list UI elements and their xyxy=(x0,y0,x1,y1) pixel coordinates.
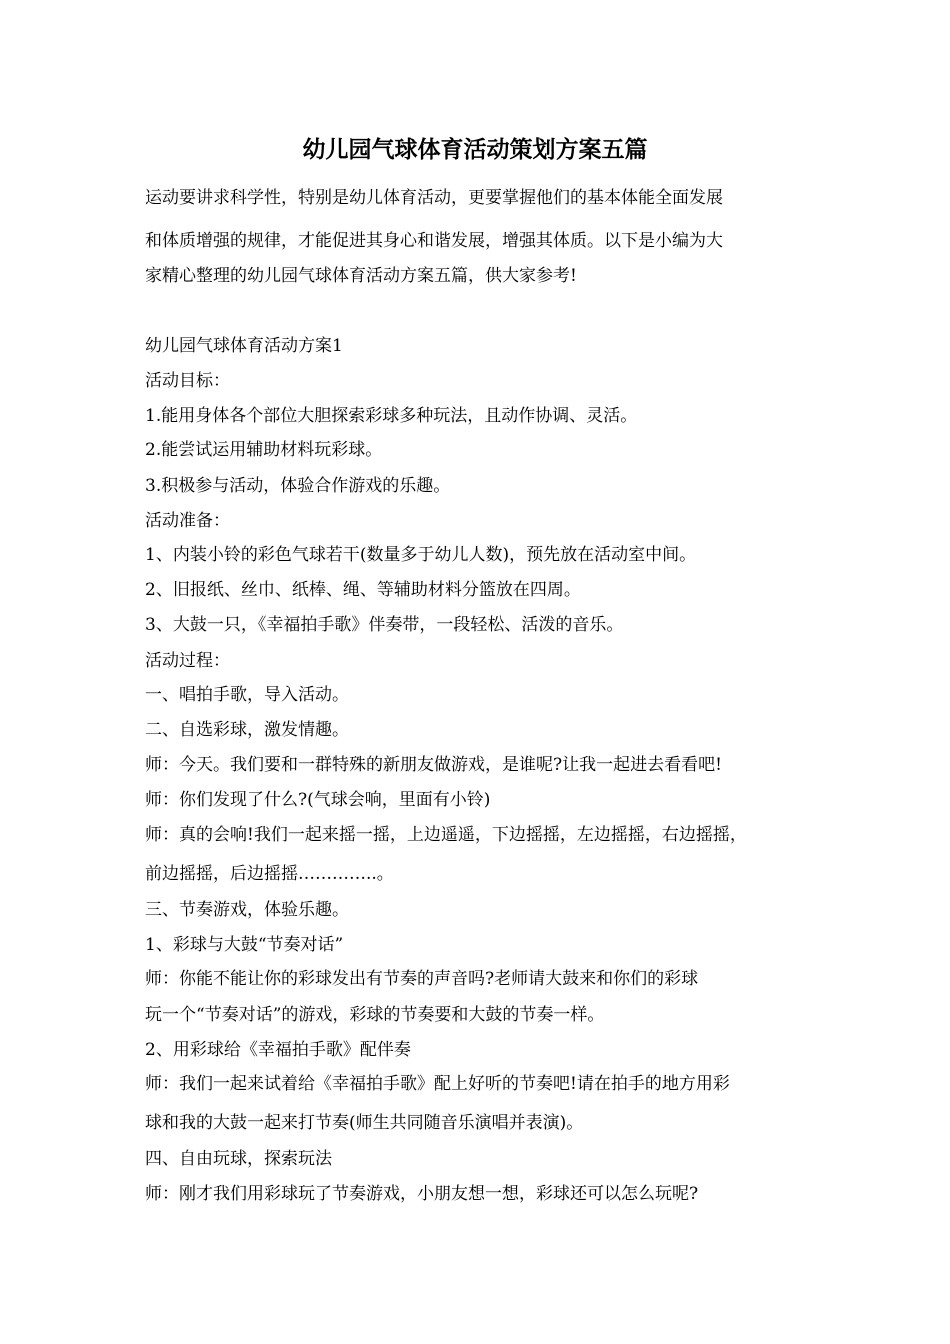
body-line: 三、节奏游戏，体验乐趣。 xyxy=(145,900,349,920)
body-line: 师：你能不能让你的彩球发出有节奏的声音吗?老师请大鼓来和你们的彩球 xyxy=(145,969,699,989)
intro-line: 运动要讲求科学性，特别是幼儿体育活动，更要掌握他们的基本体能全面发展 xyxy=(145,188,723,208)
body-line: 球和我的大鼓一起来打节奏(师生共同随音乐演唱并表演)。 xyxy=(145,1113,584,1133)
document-title: 幼儿园气球体育活动策划方案五篇 xyxy=(302,136,648,163)
body-line: 前边摇摇，后边摇摇…………..。 xyxy=(145,864,394,884)
body-line: 活动准备： xyxy=(145,511,230,531)
body-line: 师：刚才我们用彩球玩了节奏游戏，小朋友想一想，彩球还可以怎么玩呢? xyxy=(145,1184,699,1204)
body-line: 2、用彩球给《幸福拍手歌》配伴奏 xyxy=(145,1040,411,1060)
body-line: 3、大鼓一只，《幸福拍手歌》伴奏带，一段轻松、活泼的音乐。 xyxy=(145,615,624,635)
body-line: 2.能尝试运用辅助材料玩彩球。 xyxy=(145,440,383,460)
body-line: 1、彩球与大鼓“节奏对话” xyxy=(145,935,344,955)
body-line: 二、自选彩球，激发情趣。 xyxy=(145,720,349,740)
body-line: 1、内装小铃的彩色气球若干(数量多于幼儿人数)，预先放在活动室中间。 xyxy=(145,545,697,565)
body-line: 玩一个“节奏对话”的游戏，彩球的节奏要和大鼓的节奏一样。 xyxy=(145,1005,605,1025)
body-line: 3.积极参与活动，体验合作游戏的乐趣。 xyxy=(145,476,451,496)
body-line: 活动过程： xyxy=(145,651,230,671)
body-line: 四、自由玩球，探索玩法 xyxy=(145,1149,332,1169)
body-line: 师：我们一起来试着给《幸福拍手歌》配上好听的节奏吧!请在拍手的地方用彩 xyxy=(145,1074,730,1094)
body-line: 2、旧报纸、丝巾、纸棒、绳、等辅助材料分篮放在四周。 xyxy=(145,580,581,600)
body-line: 一、唱拍手歌，导入活动。 xyxy=(145,685,349,705)
body-line: 师：真的会响!我们一起来摇一摇，上边遥遥，下边摇摇，左边摇摇，右边摇摇， xyxy=(145,825,747,845)
body-line: 活动目标： xyxy=(145,371,230,391)
intro-line: 家精心整理的幼儿园气球体育活动方案五篇，供大家参考! xyxy=(145,266,577,286)
body-line: 师：今天。我们要和一群特殊的新朋友做游戏，是谁呢?让我一起进去看看吧! xyxy=(145,755,722,775)
body-line: 1.能用身体各个部位大胆探索彩球多种玩法，且动作协调、灵活。 xyxy=(145,406,638,426)
body-line: 师：你们发现了什么?(气球会响，里面有小铃) xyxy=(145,790,491,810)
intro-line: 和体质增强的规律，才能促进其身心和谐发展，增强其体质。以下是小编为大 xyxy=(145,231,723,251)
section-heading: 幼儿园气球体育活动方案1 xyxy=(145,336,343,356)
